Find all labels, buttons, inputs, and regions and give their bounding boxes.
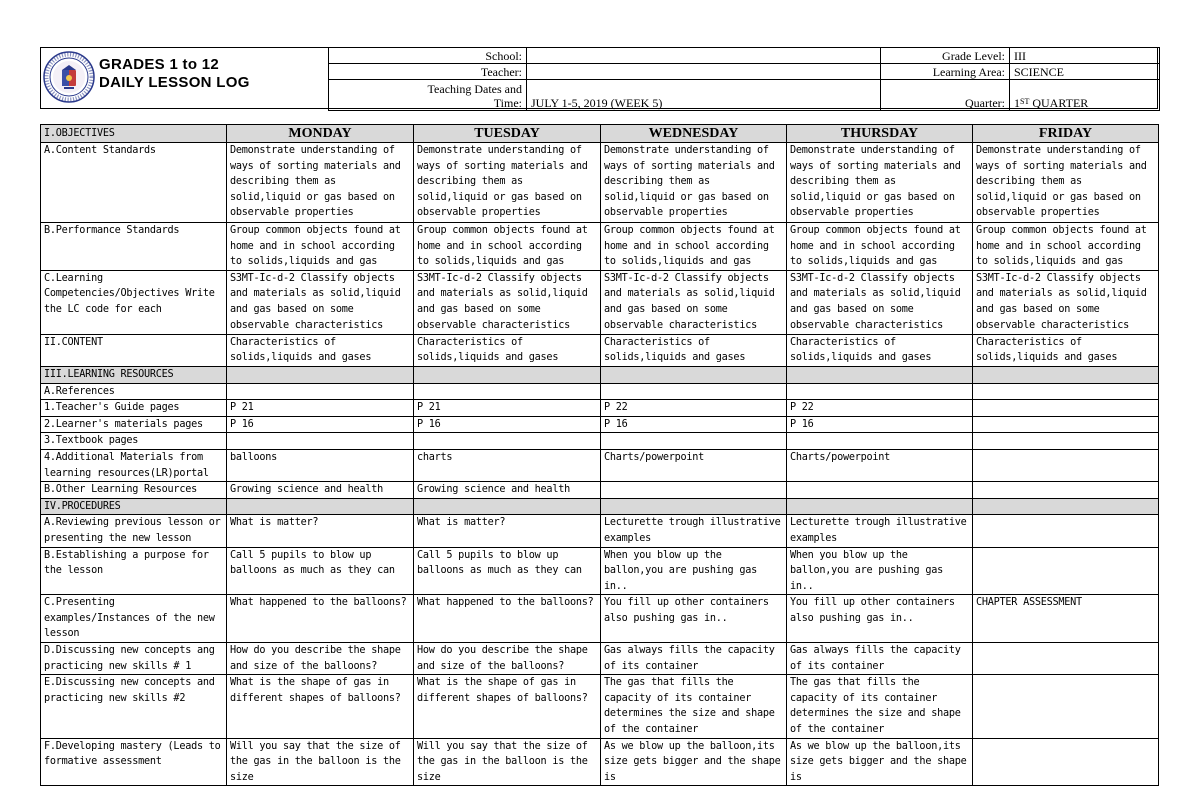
- log-cell[interactable]: [973, 498, 1159, 515]
- log-cell[interactable]: What is matter?: [227, 515, 414, 547]
- table-row: [41, 449, 1159, 481]
- log-cell[interactable]: Call 5 pupils to blow up balloons as much as they can: [227, 547, 414, 595]
- row-label: III.LEARNING RESOURCES: [41, 366, 227, 383]
- row-label: IV.PROCEDURES: [41, 498, 227, 515]
- objectives-heading: I.OBJECTIVES: [41, 125, 227, 143]
- log-cell[interactable]: [414, 383, 601, 400]
- log-cell[interactable]: You fill up other containers also pushing gas in..: [601, 595, 787, 643]
- row-label: II.CONTENT: [41, 334, 227, 366]
- log-cell[interactable]: Charts/powerpoint: [787, 449, 973, 481]
- log-title-line1: GRADES 1 to 12: [99, 56, 220, 73]
- teacher-label: Teacher:: [329, 64, 527, 80]
- log-cell[interactable]: Group common objects found at home and in school according to solids,liquids and gas: [227, 223, 414, 271]
- table-row: [41, 223, 1159, 271]
- log-cell[interactable]: Characteristics of solids,liquids and gases: [973, 334, 1159, 366]
- log-cell[interactable]: Demonstrate understanding of ways of sorting materials and describing them as solid,liquid or gas based on observable properties: [601, 143, 787, 223]
- learning-area-label: Learning Area:: [881, 64, 1010, 80]
- log-cell[interactable]: Will you say that the size of the gas in the balloon is the size: [414, 738, 601, 786]
- log-cell[interactable]: [973, 433, 1159, 450]
- log-cell[interactable]: S3MT-Ic-d-2 Classify objects and materials as solid,liquid and gas based on some observable characteristics: [227, 270, 414, 334]
- log-cell[interactable]: [601, 383, 787, 400]
- row-label: 2.Learner's materials pages: [41, 416, 227, 433]
- learning-area-field[interactable]: SCIENCE: [1010, 64, 1160, 80]
- quarter-label: Quarter:: [881, 80, 1010, 111]
- log-cell[interactable]: [973, 482, 1159, 499]
- log-cell[interactable]: [414, 498, 601, 515]
- log-cell[interactable]: Charts/powerpoint: [601, 449, 787, 481]
- log-cell[interactable]: [227, 433, 414, 450]
- day-header-thursday: THURSDAY: [787, 125, 973, 143]
- table-row: [41, 270, 1159, 334]
- table-row: [41, 334, 1159, 366]
- log-cell[interactable]: P 22: [787, 400, 973, 417]
- log-cell[interactable]: [601, 482, 787, 499]
- teaching-dates-field[interactable]: JULY 1-5, 2019 (WEEK 5): [527, 80, 881, 111]
- header-info-grid: [328, 47, 1160, 111]
- log-cell[interactable]: [227, 366, 414, 383]
- table-row: [41, 643, 1159, 675]
- day-header-wednesday: WEDNESDAY: [601, 125, 787, 143]
- log-cell[interactable]: P 21: [414, 400, 601, 417]
- table-row: [41, 595, 1159, 643]
- log-cell[interactable]: Gas always fills the capacity of its container: [787, 643, 973, 675]
- school-label: School:: [329, 48, 527, 64]
- log-cell[interactable]: P 16: [414, 416, 601, 433]
- log-cell[interactable]: Characteristics of solids,liquids and gases: [227, 334, 414, 366]
- log-cell[interactable]: What happened to the balloons?: [227, 595, 414, 643]
- teaching-dates-label-line1: Teaching Dates and: [427, 82, 522, 96]
- teaching-dates-label-line2: Time:: [493, 96, 522, 110]
- day-header-friday: FRIDAY: [973, 125, 1159, 143]
- log-title-line2: DAILY LESSON LOG: [99, 74, 250, 91]
- log-cell[interactable]: [973, 416, 1159, 433]
- log-cell[interactable]: [787, 498, 973, 515]
- deped-seal-icon: [43, 51, 95, 103]
- log-cell[interactable]: S3MT-Ic-d-2 Classify objects and materials as solid,liquid and gas based on some observable characteristics: [414, 270, 601, 334]
- log-cell[interactable]: What happened to the balloons?: [414, 595, 601, 643]
- log-cell[interactable]: The gas that fills the capacity of its container determines the size and shape of the container: [787, 675, 973, 738]
- log-cell[interactable]: What is the shape of gas in different shapes of balloons?: [227, 675, 414, 738]
- log-cell[interactable]: Characteristics of solids,liquids and gases: [601, 334, 787, 366]
- log-cell[interactable]: How do you describe the shape and size of the balloons?: [227, 643, 414, 675]
- table-row: [41, 433, 1159, 450]
- row-label: A.Reviewing previous lesson or presenting the new lesson: [41, 515, 227, 547]
- log-cell[interactable]: Group common objects found at home and in school according to solids,liquids and gas: [414, 223, 601, 271]
- row-label: B.Performance Standards: [41, 223, 227, 271]
- quarter-word: QUARTER: [1032, 96, 1089, 110]
- table-row: [41, 366, 1159, 383]
- quarter-number: 1: [1014, 96, 1020, 110]
- row-label: C.Presenting examples/Instances of the new lesson: [41, 595, 227, 643]
- log-cell[interactable]: [973, 366, 1159, 383]
- log-cell[interactable]: [973, 515, 1159, 547]
- log-cell[interactable]: [973, 675, 1159, 738]
- log-cell[interactable]: [787, 383, 973, 400]
- log-cell[interactable]: CHAPTER ASSESSMENT: [973, 595, 1159, 643]
- log-cell[interactable]: [601, 498, 787, 515]
- log-cell[interactable]: S3MT-Ic-d-2 Classify objects and materials as solid,liquid and gas based on some observable characteristics: [787, 270, 973, 334]
- log-cell[interactable]: Group common objects found at home and in school according to solids,liquids and gas: [973, 223, 1159, 271]
- row-label: A.Content Standards: [41, 143, 227, 223]
- log-cell[interactable]: Group common objects found at home and in school according to solids,liquids and gas: [601, 223, 787, 271]
- row-label: 3.Textbook pages: [41, 433, 227, 450]
- log-cell[interactable]: Group common objects found at home and in school according to solids,liquids and gas: [787, 223, 973, 271]
- table-row: [41, 738, 1159, 786]
- row-label: E.Discussing new concepts and practicing new skills #2: [41, 675, 227, 738]
- log-cell[interactable]: balloons: [227, 449, 414, 481]
- log-cell[interactable]: S3MT-Ic-d-2 Classify objects and materials as solid,liquid and gas based on some observable characteristics: [973, 270, 1159, 334]
- table-header-row: [41, 125, 1159, 143]
- teacher-field[interactable]: [527, 64, 881, 80]
- log-cell[interactable]: Growing science and health: [227, 482, 414, 499]
- log-cell[interactable]: [601, 433, 787, 450]
- log-cell[interactable]: What is the shape of gas in different shapes of balloons?: [414, 675, 601, 738]
- lesson-log-header: [40, 47, 1158, 109]
- log-cell[interactable]: [973, 383, 1159, 400]
- row-label: 1.Teacher's Guide pages: [41, 400, 227, 417]
- table-row: [41, 143, 1159, 223]
- log-cell[interactable]: [601, 366, 787, 383]
- grade-level-field[interactable]: III: [1010, 48, 1160, 64]
- log-cell[interactable]: Demonstrate understanding of ways of sorting materials and describing them as solid,liquid or gas based on observable properties: [414, 143, 601, 223]
- school-field[interactable]: [527, 48, 881, 64]
- row-label: B.Establishing a purpose for the lesson: [41, 547, 227, 595]
- table-row: [41, 498, 1159, 515]
- log-cell[interactable]: [973, 738, 1159, 786]
- table-row: [41, 675, 1159, 738]
- log-cell[interactable]: P 16: [227, 416, 414, 433]
- row-label: C.Learning Competencies/Objectives Write the LC code for each: [41, 270, 227, 334]
- log-cell[interactable]: As we blow up the balloon,its size gets bigger and the shape is: [787, 738, 973, 786]
- log-cell[interactable]: P 16: [601, 416, 787, 433]
- log-cell[interactable]: charts: [414, 449, 601, 481]
- log-cell[interactable]: P 16: [787, 416, 973, 433]
- day-header-tuesday: TUESDAY: [414, 125, 601, 143]
- table-row: [41, 416, 1159, 433]
- log-cell[interactable]: Call 5 pupils to blow up balloons as much as they can: [414, 547, 601, 595]
- quarter-suffix: ST: [1020, 97, 1030, 106]
- table-row: [41, 547, 1159, 595]
- table-row: [41, 400, 1159, 417]
- row-label: A.References: [41, 383, 227, 400]
- log-cell[interactable]: When you blow up the ballon,you are pushing gas in..: [601, 547, 787, 595]
- log-cell[interactable]: [973, 547, 1159, 595]
- row-label: F.Developing mastery (Leads to formative assessment: [41, 738, 227, 786]
- log-cell[interactable]: Lecturette trough illustrative examples: [787, 515, 973, 547]
- log-cell[interactable]: Demonstrate understanding of ways of sorting materials and describing them as solid,liquid or gas based on observable properties: [227, 143, 414, 223]
- log-cell[interactable]: You fill up other containers also pushing gas in..: [787, 595, 973, 643]
- log-cell[interactable]: [973, 643, 1159, 675]
- log-cell[interactable]: What is matter?: [414, 515, 601, 547]
- log-cell[interactable]: [227, 498, 414, 515]
- log-cell[interactable]: [227, 383, 414, 400]
- day-header-monday: MONDAY: [227, 125, 414, 143]
- daily-lesson-log-table: [40, 124, 1159, 786]
- log-cell[interactable]: P 22: [601, 400, 787, 417]
- log-cell[interactable]: Characteristics of solids,liquids and gases: [787, 334, 973, 366]
- log-cell[interactable]: [787, 482, 973, 499]
- grade-level-label: Grade Level:: [881, 48, 1010, 64]
- log-title: [99, 56, 250, 92]
- row-label: B.Other Learning Resources: [41, 482, 227, 499]
- log-cell[interactable]: Characteristics of solids,liquids and gases: [414, 334, 601, 366]
- log-cell[interactable]: As we blow up the balloon,its size gets bigger and the shape is: [601, 738, 787, 786]
- table-row: [41, 482, 1159, 499]
- log-cell[interactable]: Lecturette trough illustrative examples: [601, 515, 787, 547]
- log-cell[interactable]: Gas always fills the capacity of its container: [601, 643, 787, 675]
- log-cell[interactable]: P 21: [227, 400, 414, 417]
- teaching-dates-label: [329, 80, 527, 111]
- log-cell[interactable]: S3MT-Ic-d-2 Classify objects and materials as solid,liquid and gas based on some observable characteristics: [601, 270, 787, 334]
- log-cell[interactable]: The gas that fills the capacity of its container determines the size and shape of the container: [601, 675, 787, 738]
- log-cell[interactable]: Growing science and health: [414, 482, 601, 499]
- log-cell[interactable]: [414, 433, 601, 450]
- log-cell[interactable]: When you blow up the ballon,you are pushing gas in..: [787, 547, 973, 595]
- log-cell[interactable]: Demonstrate understanding of ways of sorting materials and describing them as solid,liquid or gas based on observable properties: [787, 143, 973, 223]
- log-cell[interactable]: [973, 449, 1159, 481]
- table-row: [41, 515, 1159, 547]
- table-row: [41, 383, 1159, 400]
- log-cell[interactable]: [787, 433, 973, 450]
- log-cell[interactable]: [973, 400, 1159, 417]
- log-cell[interactable]: [414, 366, 601, 383]
- quarter-field[interactable]: [1010, 80, 1160, 111]
- row-label: D.Discussing new concepts ang practicing new skills # 1: [41, 643, 227, 675]
- log-cell[interactable]: Will you say that the size of the gas in the balloon is the size: [227, 738, 414, 786]
- row-label: 4.Additional Materials from learning resources(LR)portal: [41, 449, 227, 481]
- log-cell[interactable]: Demonstrate understanding of ways of sorting materials and describing them as solid,liquid or gas based on observable properties: [973, 143, 1159, 223]
- log-cell[interactable]: [787, 366, 973, 383]
- log-cell[interactable]: How do you describe the shape and size of the balloons?: [414, 643, 601, 675]
